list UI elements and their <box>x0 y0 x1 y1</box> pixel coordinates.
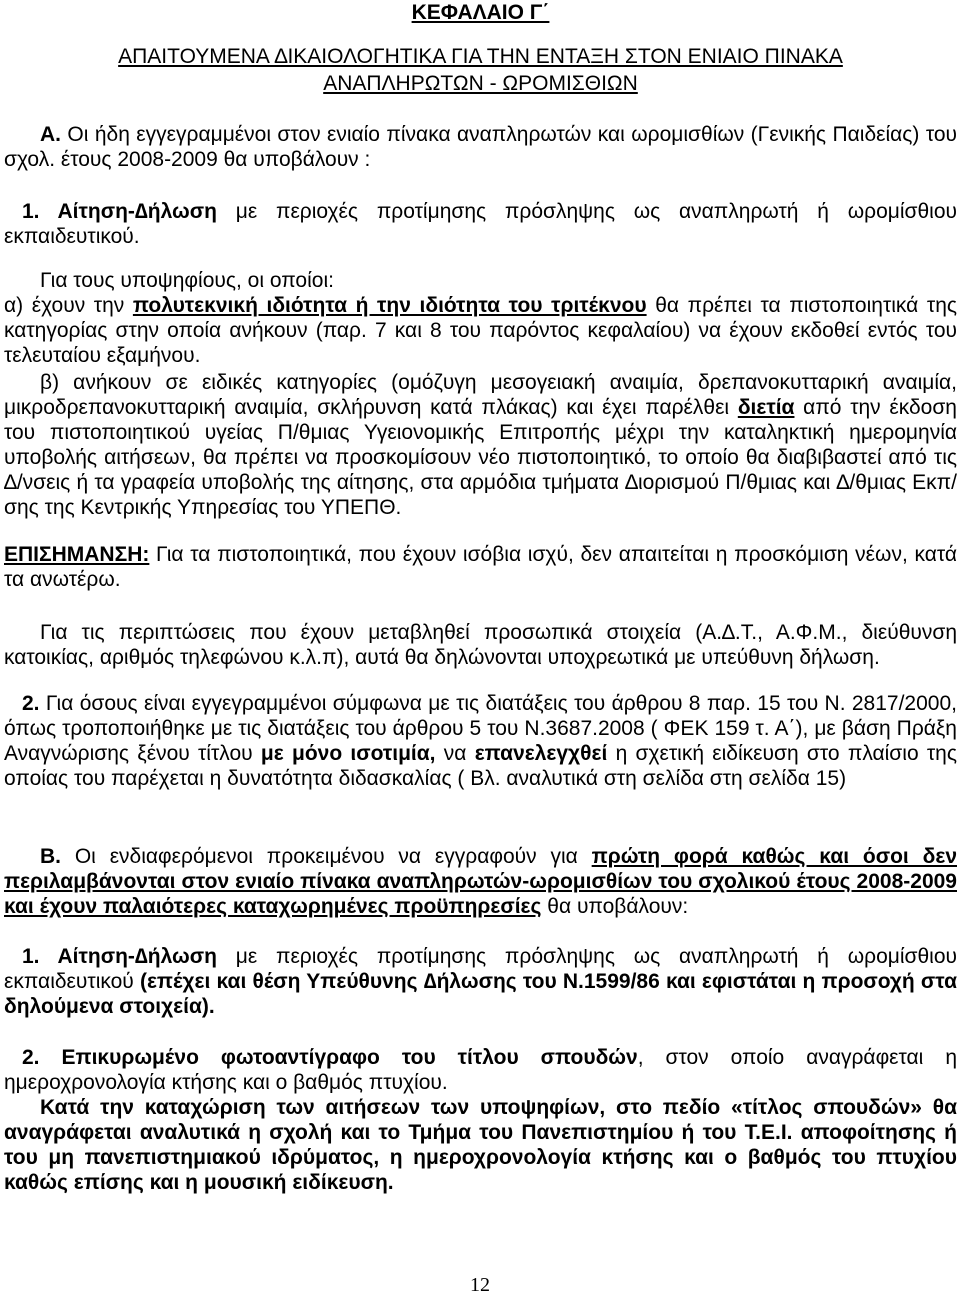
page-number: 12 <box>470 1274 490 1296</box>
part-b-label: Β. <box>40 845 61 868</box>
item-2-text: η σχετική ειδίκευση στο πλαίσιο της οποίας του παρέχεται η δυνατότητα διδασκαλίας ( Βλ. αναλυτικά στη σελίδα στη σελίδα 15) <box>4 742 957 790</box>
case-a <box>4 293 957 368</box>
chapter-heading-text: ΚΕΦΑΛΑΙΟ Γ΄ <box>411 1 550 24</box>
item-2-text: , στον οποίο αναγράφεται η ημεροχρονολογία κτήσης και ο βαθμός πτυχίου. <box>4 1046 957 1094</box>
document-page <box>4 0 957 1195</box>
item-2-text: Για όσους είναι εγγεγραμμένοι σύμφωνα με τις διατάξεις του άρθρου 8 παρ. 15 του Ν. 2817/2000, όπως τροποποιήθηκε με τις διατάξεις του άρθρου 5 του Ν.3687.2008 ( ΦΕΚ 159 τ. Α΄), με βάση Πράξη Αναγνώρισης ξένου τίτλου <box>4 692 957 765</box>
item-2-emphasis: επανελεγχθεί <box>474 742 608 765</box>
case-b <box>4 370 957 520</box>
note <box>4 542 957 592</box>
personal-data-text: Για τις περιπτώσεις που έχουν μεταβληθεί προσωπικά στοιχεία (Α.∆.Τ., Α.Φ.Μ., διεύθυνση κατοικίας, αριθμός τηλεφώνου κ.λ.π), αυτά θα δηλώνονται υποχρεωτικά με υπεύθυνη δήλωση. <box>4 621 957 669</box>
item-2-text: να <box>435 742 475 765</box>
item-1-label: 1. Αίτηση-∆ήλωση <box>22 200 217 223</box>
item-2-emphasis: με μόνο ισοτιμία, <box>260 742 436 765</box>
item-1-text: με περιοχές προτίμησης πρόσληψης ως αναπληρωτή ή ωρομίσθιου εκπαιδευτικού <box>4 945 957 993</box>
case-b-text: από την έκδοση του πιστοποιητικού υγείας Π/θμιας Υγειονομικής Επιτροπής μέχρι την καταληκτική ημερομηνία υποβολής αιτήσεων, θα πρέπει να προσκομίσουν νέο πιστοποιητικό, το οποίο θα διαβιβαστεί από τις ∆/νσεις ή τα γραφεία υποβολής της αίτησης, στα αρμόδια τμήματα ∆ιορισμού Π/θμιας και ∆/θμιας Εκπ/σης της Κεντρικής Υπηρεσίας του ΥΠΕΠΘ. <box>4 396 957 519</box>
note-text: Για τα πιστοποιητικά, που έχουν ισόβια ισχύ, δεν απαιτείται η προσκόμιση νέων, κατά τα ανωτέρω. <box>4 543 957 591</box>
part-b-intro <box>4 844 957 919</box>
item-1-label: 1. Αίτηση-∆ήλωση <box>22 945 217 968</box>
case-b-text: β) ανήκουν σε ειδικές κατηγορίες (ομόζυγη μεσογειακή αναιμία, δρεπανοκυτταρική αναιμία, μικροδρεπανοκυτταρική αναιμία, σκλήρυνση κατά πλάκας) και έχει παρέλθει <box>4 371 957 419</box>
item-2-label: 2. Επικυρωμένο φωτοαντίγραφο του τίτλου σπουδών <box>22 1046 638 1069</box>
part-a-label: Α. <box>40 123 61 146</box>
case-a-emphasis: πολυτεκνική ιδιότητα ή την ιδιότητα του τριτέκνου <box>132 294 647 317</box>
personal-data-changes <box>4 620 957 670</box>
part-b-item-1 <box>4 944 957 1019</box>
part-b-item-2 <box>4 1045 957 1095</box>
entry-note <box>4 1095 957 1195</box>
part-b-intro-text: Οι ενδιαφερόμενοι προκειμένου να εγγραφούν για <box>61 845 592 868</box>
chapter-heading <box>4 0 957 25</box>
part-b-intro-text: θα υποβάλουν: <box>541 895 689 918</box>
candidates-intro-text: Για τους υποψηφίους, οι οποίοι: <box>40 269 334 292</box>
case-a-text: θα πρέπει τα πιστοποιητικά της κατηγορίας στην οποία ανήκουν (παρ. 7 και 8 του παρόντος κεφαλαίου) να έχουν εκδοθεί εντός του τελευταίου εξαμήνου. <box>4 294 957 367</box>
item-1-text: με περιοχές προτίμησης πρόσληψης ως αναπληρωτή ή ωρομίσθιου εκπαιδευτικού. <box>4 200 957 248</box>
section-title-line: ΑΝΑΠΛΗΡΩΤΩΝ - ΩΡΟΜΙΣΘΙΩΝ <box>323 72 638 95</box>
part-b-emphasis: πρώτη φορά καθώς και όσοι δεν περιλαμβάνονται στον ενιαίο πίνακα αναπληρωτών-ωρομισθίων του σχολικού έτους 2008-2009 και έχουν παλαιότερες καταχωρημένες προϋπηρεσίες <box>4 845 957 918</box>
item-2-label: 2. <box>22 692 40 715</box>
case-a-text: α) έχουν την <box>4 294 133 317</box>
part-a-intro <box>4 122 957 172</box>
case-b-emphasis: διετία <box>737 396 795 419</box>
section-title-line: ΑΠΑΙΤΟΥΜΕΝΑ ∆ΙΚΑΙΟΛΟΓΗΤΙΚΑ ΓΙΑ ΤΗΝ ΕΝΤΑΞΗ ΣΤΟΝ ΕΝΙΑΙΟ ΠΙΝΑΚΑ <box>118 45 843 68</box>
entry-note-text: Κατά την καταχώριση των αιτήσεων των υποψηφίων, στο πεδίο «τίτλος σπουδών» θα αναγράφεται αναλυτικά η σχολή και το Τμήμα του Πανεπιστημίου ή του Τ.Ε.Ι. αποφοίτησης ή του μη πανεπιστημιακού ιδρύματος, η ημεροχρονολογία κτήσης και ο βαθμός του πτυχίου καθώς επίσης και η μουσική ειδίκευση. <box>4 1096 957 1194</box>
note-label: ΕΠΙΣΗΜΑΝΣΗ: <box>4 543 150 566</box>
item-1-emphasis: (επέχει και θέση Υπεύθυνης ∆ήλωσης του Ν.1599/86 και εφιστάται η προσοχή στα δηλούμενα στοιχεία). <box>4 970 957 1018</box>
part-a-item-2 <box>4 691 957 791</box>
part-a-intro-text: Οι ήδη εγγεγραμμένοι στον ενιαίο πίνακα αναπληρωτών και ωρομισθίων (Γενικής Παιδείας) του σχολ. έτους 2008-2009 θα υποβάλουν : <box>4 123 957 171</box>
candidates-intro <box>4 268 957 293</box>
section-title <box>4 43 957 97</box>
part-a-item-1 <box>4 199 957 249</box>
